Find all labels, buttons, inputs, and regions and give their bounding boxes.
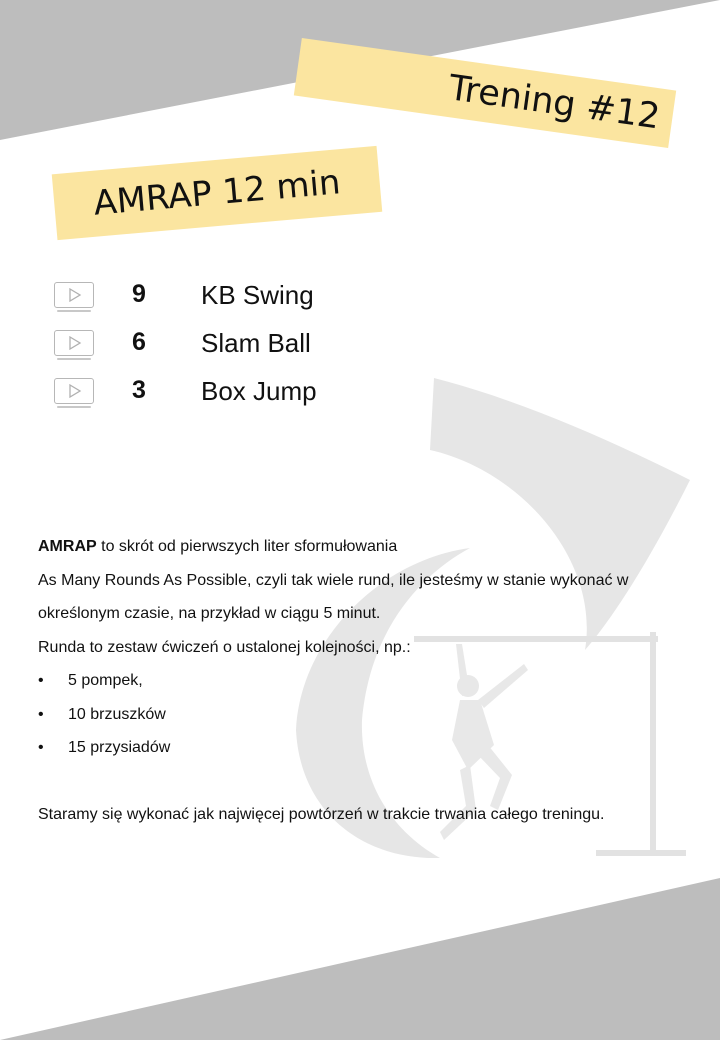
bottom-gray-band: [0, 878, 720, 1040]
exercise-reps: 3: [132, 376, 146, 404]
page-title: Trening #12: [446, 68, 663, 138]
description-line: Runda to zestaw ćwiczeń o ustalonej kolejności, np.:: [38, 638, 411, 656]
bullet-symbol: •: [38, 672, 44, 689]
description-closing: Staramy się wykonać jak najwięcej powtórzeń w trakcie trwania całego treningu.: [38, 805, 605, 823]
exercise-name: Slam Ball: [201, 328, 311, 358]
play-video-icon[interactable]: [54, 378, 94, 404]
intro-text: to skrót od pierwszych liter sformułowania: [96, 538, 398, 555]
exercise-reps: 6: [132, 328, 146, 356]
play-video-icon[interactable]: [54, 330, 94, 356]
exercise-name: Box Jump: [201, 376, 317, 406]
play-video-icon[interactable]: [54, 282, 94, 308]
spacer: [38, 765, 678, 798]
list-item-text: 5 pompek,: [68, 672, 143, 689]
list-item-text: 15 przysiadów: [68, 739, 171, 756]
list-item: [38, 698, 678, 732]
workout-format-title: AMRAP 12 min: [91, 162, 343, 224]
bullet-symbol: •: [38, 705, 44, 723]
list-item: [38, 731, 678, 765]
round-example-list: [38, 664, 678, 765]
description-line: określonym czasie, na przykład w ciągu 5 minut.: [38, 605, 381, 622]
amrap-description: [38, 530, 678, 831]
bullet-symbol: •: [38, 739, 44, 756]
amrap-term: AMRAP: [38, 538, 97, 555]
exercise-reps: 9: [132, 280, 146, 308]
list-item-text: 10 brzuszków: [68, 705, 166, 723]
description-line: As Many Rounds As Possible, czyli tak wiele rund, ile jesteśmy w stanie wykonać w: [38, 571, 629, 589]
description-intro: [38, 530, 678, 564]
exercise-name: KB Swing: [201, 280, 314, 310]
list-item: [38, 664, 678, 698]
